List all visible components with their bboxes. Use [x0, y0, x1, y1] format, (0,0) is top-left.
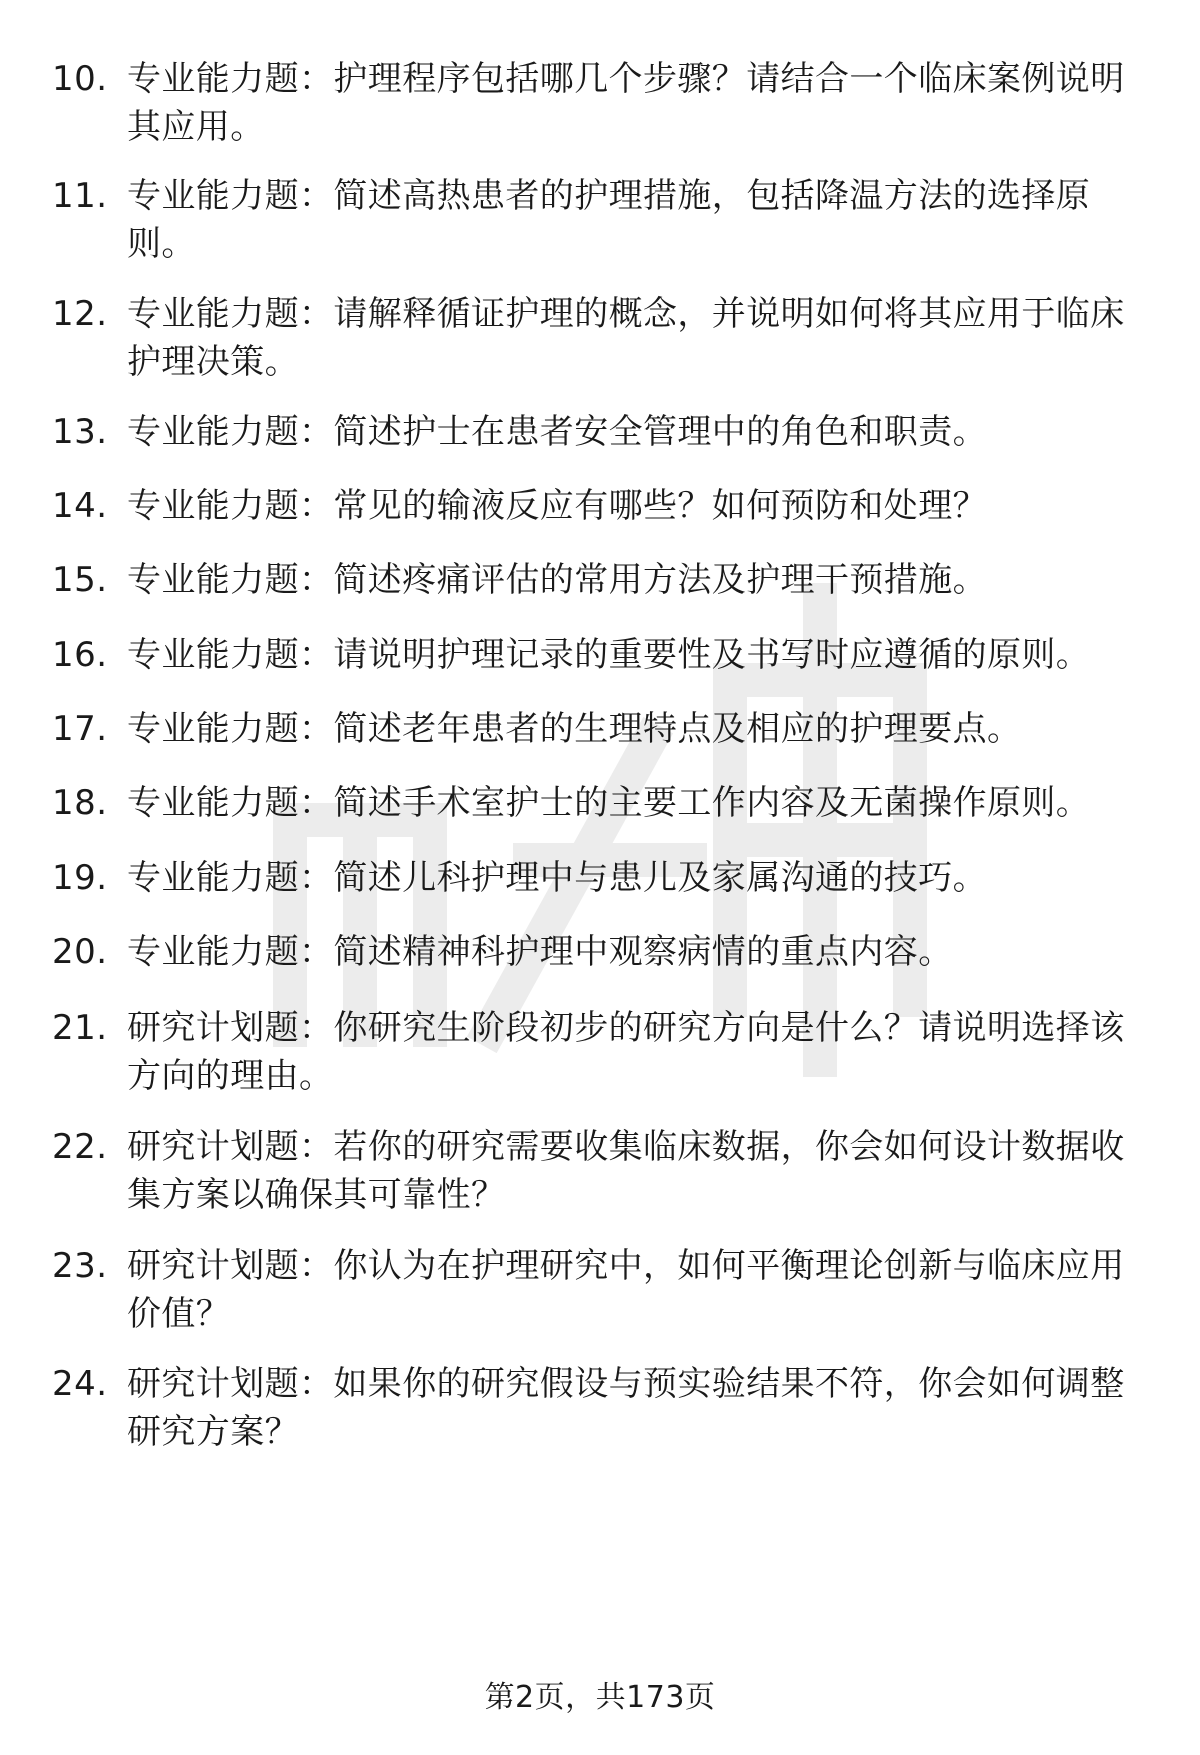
question-text: 专业能力题：简述儿科护理中与患儿及家属沟通的技巧。	[127, 858, 987, 898]
question-number: 24.	[52, 1364, 108, 1404]
question-number: 23.	[52, 1246, 108, 1286]
question-number: 11.	[52, 176, 108, 216]
question-number: 13.	[52, 412, 108, 452]
question-number: 17.	[52, 709, 108, 749]
question-number: 22.	[52, 1127, 108, 1167]
question-number: 14.	[52, 486, 108, 526]
question-text: 专业能力题：请解释循证护理的概念，并说明如何将其应用于临床护理决策。	[127, 294, 1125, 382]
question-number: 15.	[52, 560, 108, 600]
question-text: 研究计划题：你认为在护理研究中，如何平衡理论创新与临床应用价值？	[127, 1246, 1125, 1334]
question-text: 专业能力题：简述护士在患者安全管理中的角色和职责。	[127, 412, 987, 452]
question-text: 专业能力题：简述高热患者的护理措施，包括降温方法的选择原则。	[127, 176, 1091, 264]
question-text: 专业能力题：请说明护理记录的重要性及书写时应遵循的原则。	[127, 635, 1091, 675]
question-text: 专业能力题：简述手术室护士的主要工作内容及无菌操作原则。	[127, 783, 1091, 823]
question-number: 10.	[52, 59, 108, 99]
question-number: 16.	[52, 635, 108, 675]
question-number: 20.	[52, 932, 108, 972]
question-text: 研究计划题：如果你的研究假设与预实验结果不符，你会如何调整研究方案？	[127, 1364, 1125, 1452]
question-number: 18.	[52, 783, 108, 823]
question-text: 专业能力题：常见的输液反应有哪些？如何预防和处理？	[127, 486, 987, 526]
question-number: 19.	[52, 858, 108, 898]
question-number: 12.	[52, 294, 108, 334]
question-text: 专业能力题：简述精神科护理中观察病情的重点内容。	[127, 932, 953, 972]
question-text: 研究计划题：你研究生阶段初步的研究方向是什么？请说明选择该方向的理由。	[127, 1008, 1125, 1096]
question-text: 研究计划题：若你的研究需要收集临床数据，你会如何设计数据收集方案以确保其可靠性？	[127, 1127, 1125, 1215]
question-text: 专业能力题：护理程序包括哪几个步骤？请结合一个临床案例说明其应用。	[127, 59, 1125, 147]
question-text: 专业能力题：简述老年患者的生理特点及相应的护理要点。	[127, 709, 1022, 749]
question-number: 21.	[52, 1008, 108, 1048]
question-text: 专业能力题：简述疼痛评估的常用方法及护理干预措施。	[127, 560, 987, 600]
page-number: 第2页，共173页	[484, 1680, 716, 1715]
